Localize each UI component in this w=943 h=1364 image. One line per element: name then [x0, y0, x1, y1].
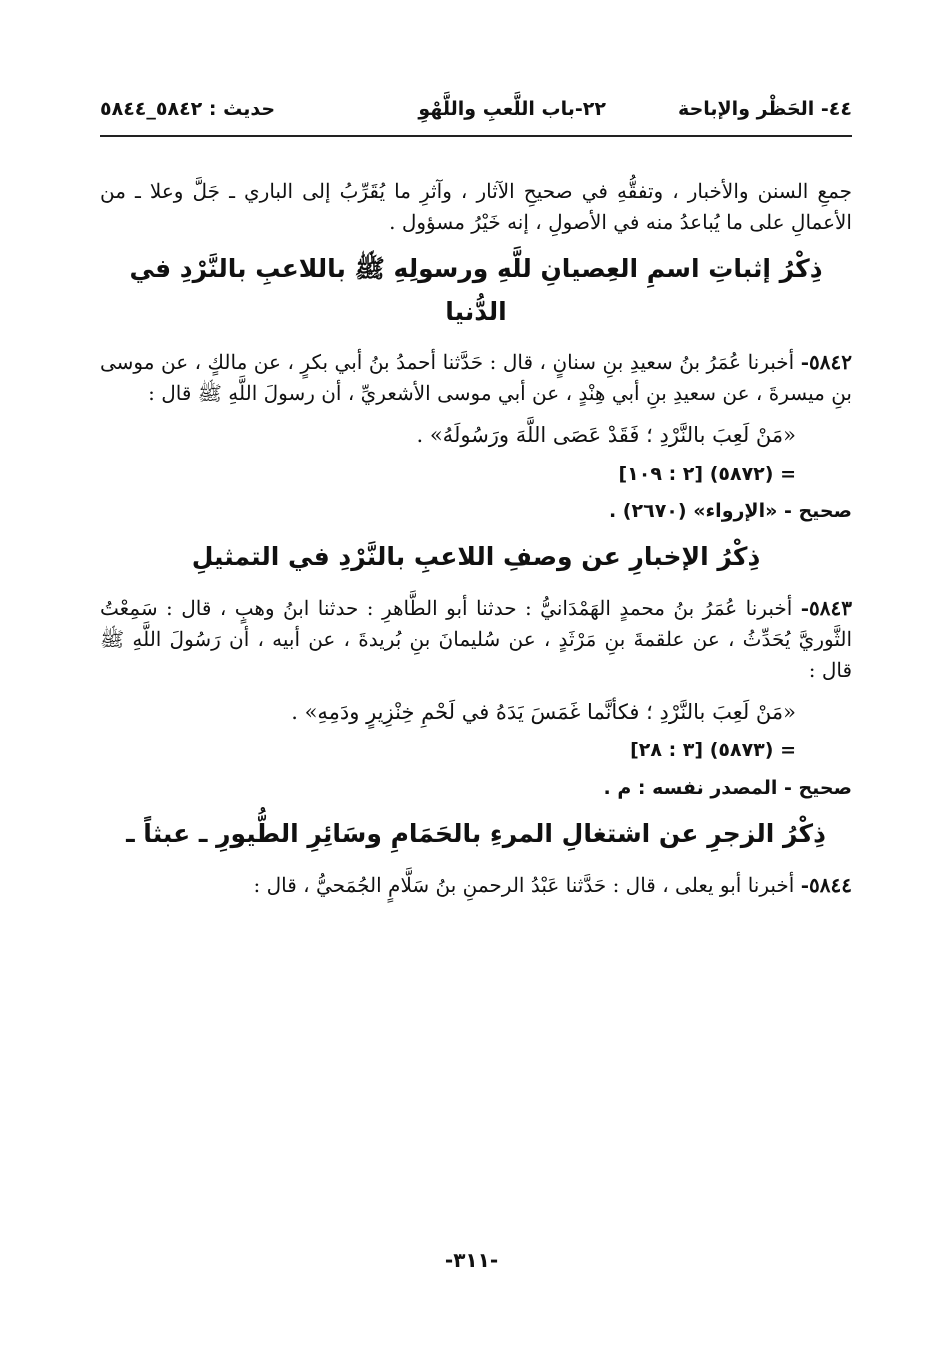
hadith-number: ٥٨٤٤-	[800, 872, 852, 897]
hadith-number: ٥٨٤٣-	[800, 595, 852, 620]
isnad-text: أخبرنا عُمَرُ بنُ محمدٍ الهَمْدَانيُّ : حدثنا أبو الطَّاهرِ : حدثنا ابنُ وهبٍ ، قال : سَمِعْتُ الثَّوريَّ يُحَدِّثُ ، عن علقمةَ بنِ مَرْثَدٍ ، عن سُليمانَ بنِ بُريدةَ ، عن أبيه ، أن رَسُولَ اللَّهِ ﷺ قال :	[100, 595, 852, 682]
hadith-reference-5843: = (٥٨٧٣) [٣ : ٢٨]	[630, 739, 796, 762]
hadith-grade-5843: صحيح - المصدر نفسه : م .	[603, 776, 852, 799]
intro-paragraph: جمعِ السنن والأخبار ، وتفقُّهِ في صحيحِ الآثار ، وآثرِ ما يُقَرِّبُ إلى الباري ـ جَلَّ وعلا ـ من الأعمالِ على ما يُباعدُ منه في الأصولِ ، إنه خَيْرُ مسؤول .	[100, 179, 852, 234]
section-heading-3: ذِكْرُ الزجرِ عن اشتغالِ المرءِ بالحَمَامِ وسَائِرِ الطُّيورِ ـ عبثاً ـ	[126, 819, 826, 849]
header-hadith-range: حديث : ٥٨٤٢_٥٨٤٤	[100, 98, 276, 120]
header-section: ٢٢-باب اللَّعبِ واللَّهْوِ	[418, 98, 606, 120]
hadith-matn-5842: «مَنْ لَعِبَ بالنَّرْدِ ؛ فَقَدْ عَصَى اللَّهَ ورَسُولَهُ» .	[416, 423, 796, 447]
isnad-text: أخبرنا عُمَرُ بنُ سعيدِ بنِ سنانٍ ، قال : حَدَّثنا أحمدُ بنُ أبي بكرٍ ، عن مالكٍ ، عن موسى بنِ ميسرةَ ، عن سعيدِ بنِ أبي هِنْدٍ ، عن أبي موسى الأشعريِّ ، أن رسولَ اللَّهِ ﷺ قال :	[100, 350, 852, 405]
hadith-isnad-5844	[100, 870, 852, 901]
hadith-reference-5842: = (٥٨٧٢) [٢ : ١٠٩]	[618, 462, 796, 485]
hadith-isnad-5843	[100, 593, 852, 686]
section-heading-1: ذِكْرُ إثباتِ اسمِ العِصيانِ للَّهِ ورسولِهِ ﷺ باللاعبِ بالنَّرْدِ في الدُّنيا	[129, 254, 823, 326]
header-book-chapter: ٤٤- الحَظْر والإباحة	[678, 98, 852, 120]
running-header	[100, 92, 852, 132]
page-number: -٣١١-	[444, 1248, 499, 1272]
header-rule	[100, 135, 852, 137]
hadith-isnad-5842	[100, 347, 852, 409]
page-body	[100, 176, 852, 911]
section-heading-2: ذِكْرُ الإخبارِ عن وصفِ اللاعبِ بالنَّرْدِ في التمثيلِ	[191, 542, 761, 572]
hadith-matn-5843: «مَنْ لَعِبَ بالنَّرْدِ ؛ فكأنَّما غَمَسَ يَدَهُ في لَحْمِ خِنْزِيرٍ ودَمِهِ» .	[291, 699, 796, 724]
hadith-grade-5842: صحيح - «الإرواء» (٢٦٧٠) .	[608, 499, 852, 522]
isnad-text: أخبرنا أبو يعلى ، قال : حَدَّثنا عَبْدُ الرحمنِ بنُ سَلَّامٍ الجُمَحيُّ ، قال :	[253, 872, 795, 897]
hadith-number: ٥٨٤٢-	[800, 350, 853, 374]
